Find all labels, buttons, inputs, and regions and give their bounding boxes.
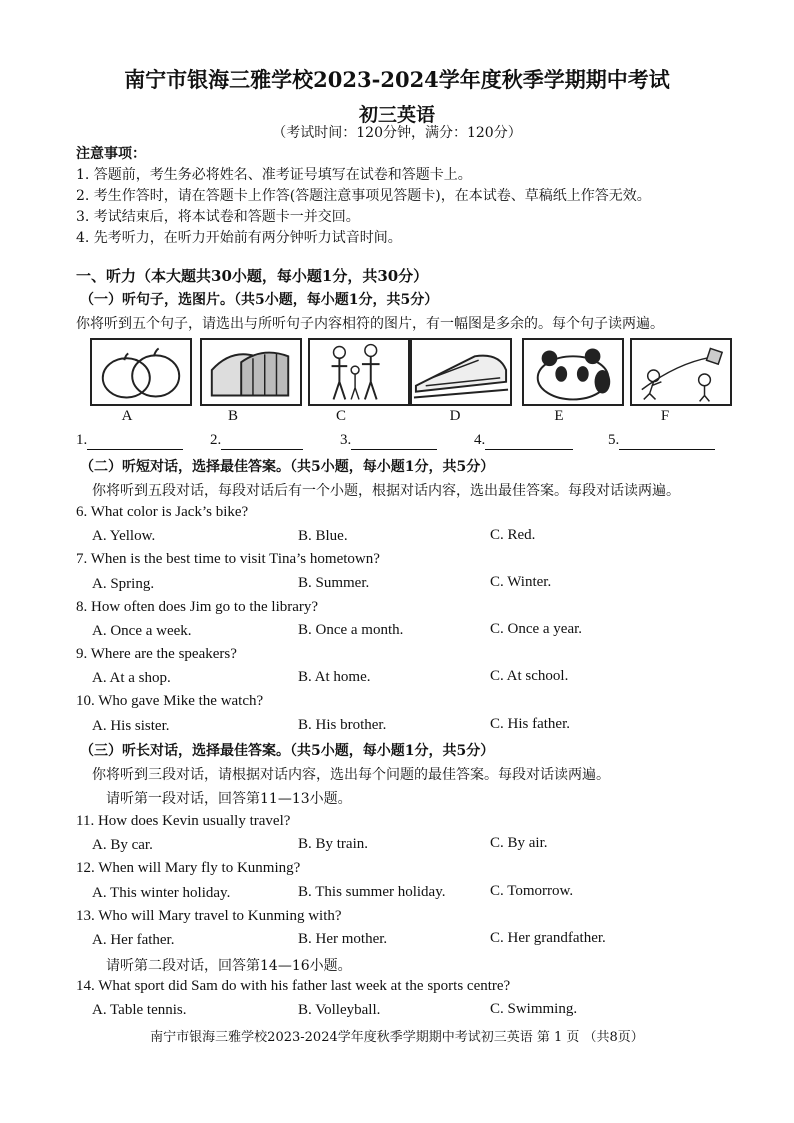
part2-instruction: 你将听到五段对话，每段对话后有一个小题，根据对话内容，选出最佳答案。每段对话读两遍。	[92, 483, 680, 499]
answer-blank-5[interactable]	[608, 432, 715, 450]
blank-line[interactable]	[351, 432, 437, 450]
picture-label-d: D	[449, 408, 461, 424]
part2-heading: （二）听短对话，选择最佳答案。（共5小题，每小题1分，共5分）	[80, 459, 495, 475]
option-c[interactable]: C. Swimming.	[490, 1001, 578, 1017]
question-stem: 6. What color is Jack’s bike?	[76, 504, 249, 520]
option-b[interactable]: B. Volleyball.	[298, 1002, 381, 1018]
picture-e	[522, 338, 624, 406]
answer-blank-1[interactable]	[76, 432, 183, 450]
part1-instruction: 你将听到五个句子，请选出与所听句子内容相符的图片，有一幅图是多余的。每个句子读两遍。	[76, 316, 664, 332]
picture-label-c: C	[335, 408, 346, 424]
option-b[interactable]: B. At home.	[298, 669, 371, 685]
blank-number: 5.	[608, 432, 620, 448]
dialog-2-instruction: 请听第二段对话，回答第14—16小题。	[106, 958, 352, 974]
option-a[interactable]: A. This winter holiday.	[92, 885, 231, 901]
option-b[interactable]: B. His brother.	[298, 717, 387, 733]
blank-number: 2.	[210, 432, 222, 448]
blank-line[interactable]	[87, 432, 183, 450]
blank-number: 3.	[340, 432, 352, 448]
note-item: 1. 答题前，考生务必将姓名、准考证号填写在试卷和答题卡上。	[76, 167, 472, 183]
option-a[interactable]: A. Once a week.	[92, 623, 192, 639]
option-c[interactable]: C. Her grandfather.	[490, 930, 606, 946]
option-b[interactable]: B. Summer.	[298, 575, 370, 591]
option-c[interactable]: C. Tomorrow.	[490, 883, 574, 899]
exam-info: （考试时间：120分钟，满分：120分）	[272, 125, 522, 141]
question-stem: 9. Where are the speakers?	[76, 646, 237, 662]
option-a[interactable]: A. Table tennis.	[92, 1002, 187, 1018]
picture-label-e: E	[554, 408, 564, 424]
kite-icon	[632, 340, 730, 404]
picture-f	[630, 338, 732, 406]
option-a[interactable]: A. Her father.	[92, 932, 175, 948]
note-item: 4. 先考听力，在听力开始前有两分钟听力试音时间。	[76, 230, 402, 246]
exam-title: 南宁市银海三雅学校2023-2024学年度秋季学期期中考试	[124, 67, 670, 92]
family-icon	[310, 340, 408, 404]
option-c[interactable]: C. Once a year.	[490, 621, 583, 637]
option-a[interactable]: A. By car.	[92, 837, 153, 853]
blank-line[interactable]	[485, 432, 573, 450]
answer-blank-4[interactable]	[474, 432, 573, 450]
question-stem: 7. When is the best time to visit Tina’s hometown?	[76, 551, 380, 567]
apples-icon	[92, 340, 190, 404]
answer-blank-2[interactable]	[210, 432, 303, 450]
option-b[interactable]: B. Blue.	[298, 528, 348, 544]
option-b[interactable]: B. By train.	[298, 836, 368, 852]
option-b[interactable]: B. Her mother.	[298, 931, 388, 947]
question-stem: 14. What sport did Sam do with his father last week at the sports centre?	[76, 978, 511, 994]
picture-c	[308, 338, 410, 406]
part3-heading: （三）听长对话，选择最佳答案。（共5小题，每小题1分，共5分）	[80, 743, 495, 759]
picture-d	[410, 338, 512, 406]
section-heading: 一、听力（本大题共30小题，每小题1分，共30分）	[76, 267, 429, 285]
blank-line[interactable]	[221, 432, 303, 450]
part3-instruction: 你将听到三段对话，请根据对话内容，选出每个问题的最佳答案。每段对话读两遍。	[92, 767, 610, 783]
option-c[interactable]: C. His father.	[490, 716, 570, 732]
option-b[interactable]: B. This summer holiday.	[298, 884, 446, 900]
option-b[interactable]: B. Once a month.	[298, 622, 404, 638]
option-a[interactable]: A. Yellow.	[92, 528, 156, 544]
option-a[interactable]: A. Spring.	[92, 576, 155, 592]
bread-icon	[202, 340, 300, 404]
blank-number: 1.	[76, 432, 88, 448]
picture-b	[200, 338, 302, 406]
blank-number: 4.	[474, 432, 486, 448]
note-item: 3. 考试结束后，将本试卷和答题卡一并交回。	[76, 209, 360, 225]
answer-blank-3[interactable]	[340, 432, 437, 450]
exam-subtitle: 初三英语	[358, 104, 435, 126]
question-stem: 8. How often does Jim go to the library?	[76, 599, 319, 615]
train-icon	[412, 340, 510, 404]
question-stem: 12. When will Mary fly to Kunming?	[76, 860, 301, 876]
picture-label-a: A	[121, 408, 133, 424]
option-c[interactable]: C. By air.	[490, 835, 548, 851]
picture-label-f: F	[660, 408, 670, 424]
page-footer: 南宁市银海三雅学校2023-2024学年度秋季学期期中考试初三英语 第 1 页 （共8页）	[150, 1030, 644, 1045]
part1-heading: （一）听句子，选图片。（共5小题，每小题1分，共5分）	[80, 292, 439, 308]
option-a[interactable]: A. His sister.	[92, 718, 170, 734]
dialog-1-instruction: 请听第一段对话，回答第11—13小题。	[106, 791, 352, 807]
question-stem: 13. Who will Mary travel to Kunming with?	[76, 908, 342, 924]
blank-line[interactable]	[619, 432, 715, 450]
option-c[interactable]: C. At school.	[490, 668, 569, 684]
notes-heading: 注意事项：	[76, 146, 146, 162]
question-stem: 10. Who gave Mike the watch?	[76, 693, 264, 709]
picture-a	[90, 338, 192, 406]
option-c[interactable]: C. Winter.	[490, 574, 552, 590]
picture-label-b: B	[227, 408, 238, 424]
question-stem: 11. How does Kevin usually travel?	[76, 813, 291, 829]
note-item: 2. 考生作答时，请在答题卡上作答(答题注意事项见答题卡)，在本试卷、草稿纸上作答无效。	[76, 188, 651, 204]
option-a[interactable]: A. At a shop.	[92, 670, 171, 686]
option-c[interactable]: C. Red.	[490, 527, 536, 543]
panda-icon	[524, 340, 622, 404]
